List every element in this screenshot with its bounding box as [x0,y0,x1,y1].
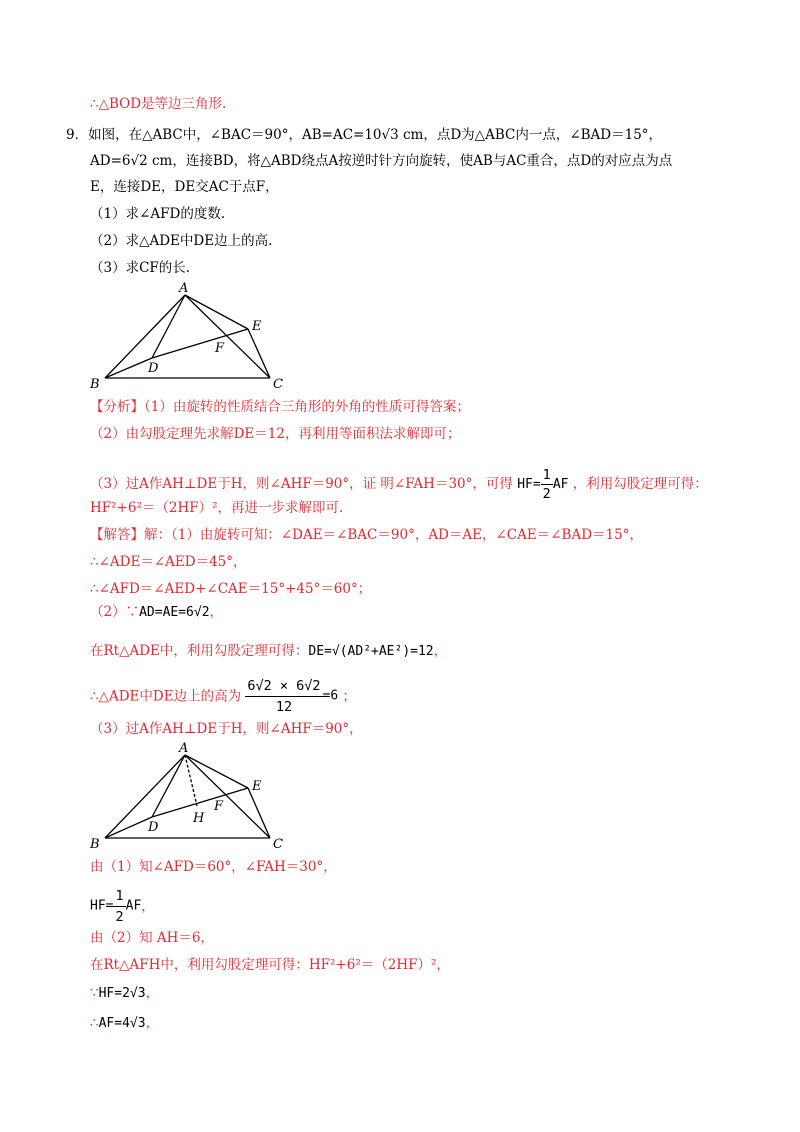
solution-text-12-suffix: ， [145,985,160,1001]
analysis-line-4: HF²+6²＝（2HF）²，再进一步求解即可. [90,500,344,516]
label-F: F [215,341,225,356]
label-B: B [90,377,100,392]
formula-rhs: AF [552,477,569,492]
label-H: H [193,811,205,826]
solution-line-13 [90,1014,159,1033]
formula-de: DE=√(AD²+AE²)=12 [308,644,434,659]
question-number: 9． [66,127,89,143]
solution-text-5-prefix: 在Rt△ADE中，利用勾股定理可得： [90,643,309,659]
formula-fraction [113,886,125,927]
geometry-figure-2 [85,740,300,855]
analysis-line-2: （2）由勾股定理先求解DE＝12，再利用等面积法求解即可； [90,426,461,442]
top-conclusion: ∴△BOD是等边三角形. [90,96,227,112]
subquestion-1: （1）求∠AFD的度数. [90,206,226,222]
label-B: B [90,837,100,852]
formula-af: AF=4√3 [98,1016,146,1031]
solution-tag: 【解答】 [90,527,144,543]
solution-line-5 [90,642,447,661]
solution-text-9-suffix: ， [141,898,155,915]
solution-line-8: 由（1）知∠AFD＝60°，∠FAH＝30°， [90,859,337,875]
solution-line-7: （3）过A作AH⊥DE于H，则∠AHF＝90°， [90,721,363,737]
solution-text-5-suffix: ， [433,643,448,659]
formula-fraction [541,466,553,503]
question-line-1 [66,126,662,144]
solution-text-13-suffix: ， [145,1015,160,1031]
formula-lhs: HF= [90,898,114,914]
fraction-numerator: 1 [113,886,125,907]
solution-text-4-prefix: （2）∵ [90,604,140,620]
solution-line-4 [90,603,223,622]
subquestion-3: （3）求CF的长. [90,260,191,276]
fraction-numerator: 1 [542,467,551,483]
solution-line-12 [90,984,159,1003]
height-denominator: 12 [275,699,293,715]
analysis-line-3 [90,466,708,503]
label-A: A [179,281,189,296]
question-line-2: AD=6√2 cm，连接BD，将△ABD绕点A按逆时针方向旋转，使AB与AC重合，点D的对应点为点 [90,153,673,169]
analysis-text-1: （1）由旋转的性质结合三角形的外角的性质可得答案； [144,399,470,415]
solution-line-2: ∴∠ADE＝∠AED＝45°， [90,554,247,570]
solution-text-6-suffix: ； [342,688,356,705]
solution-text-12-prefix: ∵ [90,985,99,1001]
analysis-text-3b: ，利用勾股定理可得： [572,476,708,492]
solution-line-1 [90,526,643,544]
height-fraction [245,676,322,717]
height-result: =6 [322,688,339,704]
solution-line-11: 在Rt△AFH中，利用勾股定理可得：HF²+6²＝（2HF）²， [90,957,450,973]
fraction-denominator: 2 [542,486,551,502]
analysis-text-3a: （3）过A作AH⊥DE于H，则∠AHF＝90°，证 明∠FAH＝30°，可得 [90,476,513,492]
solution-text-4-suffix: ， [209,604,224,620]
label-D: D [148,820,159,835]
solution-line-6 [90,676,356,717]
analysis-line-1 [90,398,470,416]
formula-lhs: HF= [517,477,541,492]
formula-ad-ae: AD=AE=6√2 [139,605,210,620]
question-line-3: E，连接DE，DE交AC于点F， [90,179,279,195]
solution-text-1: 解：（1）由旋转可知：∠DAE＝∠BAC＝90°，AD＝AE，∠CAE＝∠BAD＝15°， [144,527,643,543]
formula-rhs: AF [125,898,142,914]
label-D: D [148,361,159,376]
label-E: E [252,319,262,334]
solution-line-10: 由（2）知 AH＝6， [90,930,214,946]
formula-hf: HF=2√3 [98,986,146,1001]
analysis-tag: 【分析】 [90,399,144,415]
solution-line-9 [90,886,155,927]
solution-text-6-prefix: ∴△ADE中DE边上的高为 [90,688,242,705]
label-C: C [273,837,283,852]
label-F: F [214,799,224,814]
subquestion-2: （2）求△ADE中DE边上的高. [90,233,273,249]
question-text-1: 如图，在△ABC中，∠BAC＝90°，AB=AC=10√3 cm，点D为△ABC内一点，∠BAD＝15°， [88,127,663,143]
solution-line-3: ∴∠AFD＝∠AED+∠CAE＝15°+45°＝60°； [90,581,372,597]
fraction-denominator: 2 [115,909,124,925]
height-numerator: 6√2 × 6√2 [245,676,322,697]
solution-text-13-prefix: ∴ [90,1015,99,1031]
analysis-formula-hf [517,467,573,502]
label-A: A [179,741,189,756]
label-E: E [252,779,262,794]
geometry-figure-1 [85,278,300,396]
label-C: C [273,377,283,392]
